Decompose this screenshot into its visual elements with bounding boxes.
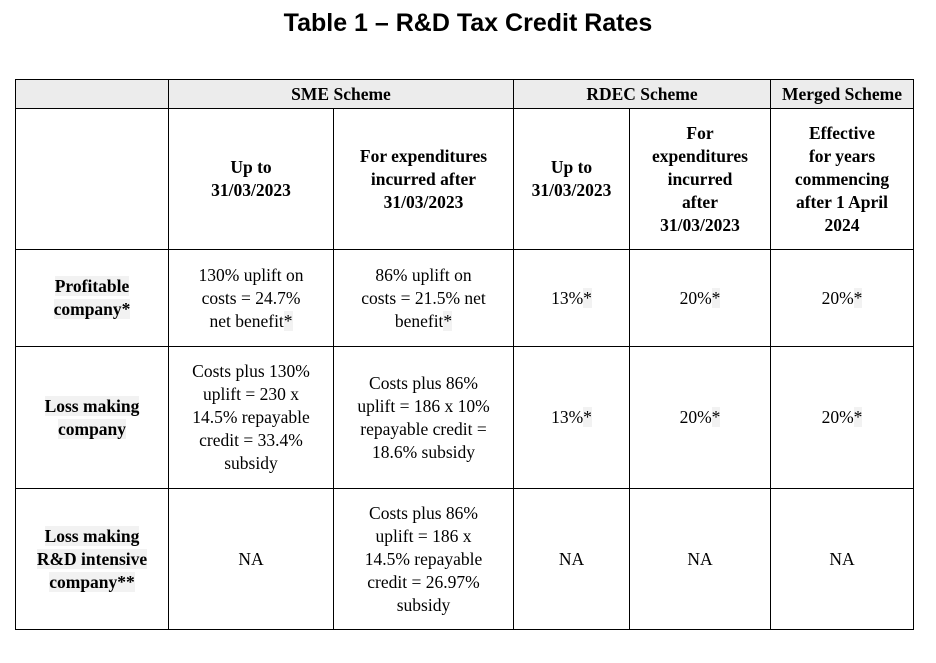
corner-cell — [16, 80, 169, 109]
rdec-up-to-header: Up to 31/03/2023 — [514, 109, 630, 250]
cell-rd-sme-up-to: NA — [169, 489, 334, 630]
blank-header-cell — [16, 109, 169, 250]
cell-rd-rdec-after: NA — [630, 489, 771, 630]
group-header-row — [16, 80, 914, 109]
cell-profitable-rdec-after: 20%* — [630, 250, 771, 347]
cell-profitable-rdec-up-to: 13%* — [514, 250, 630, 347]
cell-profitable-sme-up-to: 130% uplift on costs = 24.7% net benefit* — [169, 250, 334, 347]
cell-profitable-merged: 20%* — [771, 250, 914, 347]
sme-up-to-header: Up to 31/03/2023 — [169, 109, 334, 250]
cell-profitable-sme-after: 86% uplift on costs = 21.5% net benefit* — [334, 250, 514, 347]
table-row-profitable — [16, 250, 914, 347]
merged-header: Effective for years commencing after 1 April 2024 — [771, 109, 914, 250]
cell-rd-sme-after: Costs plus 86% uplift = 186 x 14.5% repayable credit = 26.97% subsidy — [334, 489, 514, 630]
sme-after-header: For expenditures incurred after 31/03/2023 — [334, 109, 514, 250]
cell-rd-rdec-up-to: NA — [514, 489, 630, 630]
column-header-row — [16, 109, 914, 250]
merged-scheme-header: Merged Scheme — [771, 80, 914, 109]
rdec-after-header: For expenditures incurred after 31/03/2023 — [630, 109, 771, 250]
table-title: Table 1 – R&D Tax Credit Rates — [283, 9, 653, 37]
table-row-loss-making — [16, 347, 914, 489]
cell-loss-merged: 20%* — [771, 347, 914, 489]
row-label-rd-intensive: Loss making R&D intensive company** — [16, 489, 169, 630]
row-label-loss-making: Loss making company — [16, 347, 169, 489]
sme-scheme-header: SME Scheme — [169, 80, 514, 109]
rdec-scheme-header: RDEC Scheme — [514, 80, 771, 109]
rates-table — [15, 79, 914, 630]
table-row-rd-intensive — [16, 489, 914, 630]
cell-loss-sme-up-to: Costs plus 130% uplift = 230 x 14.5% repayable credit = 33.4% subsidy — [169, 347, 334, 489]
cell-loss-sme-after: Costs plus 86% uplift = 186 x 10% repayable credit = 18.6% subsidy — [334, 347, 514, 489]
row-label-profitable: Profitable company* — [16, 250, 169, 347]
cell-loss-rdec-up-to: 13%* — [514, 347, 630, 489]
cell-rd-merged: NA — [771, 489, 914, 630]
cell-loss-rdec-after: 20%* — [630, 347, 771, 489]
